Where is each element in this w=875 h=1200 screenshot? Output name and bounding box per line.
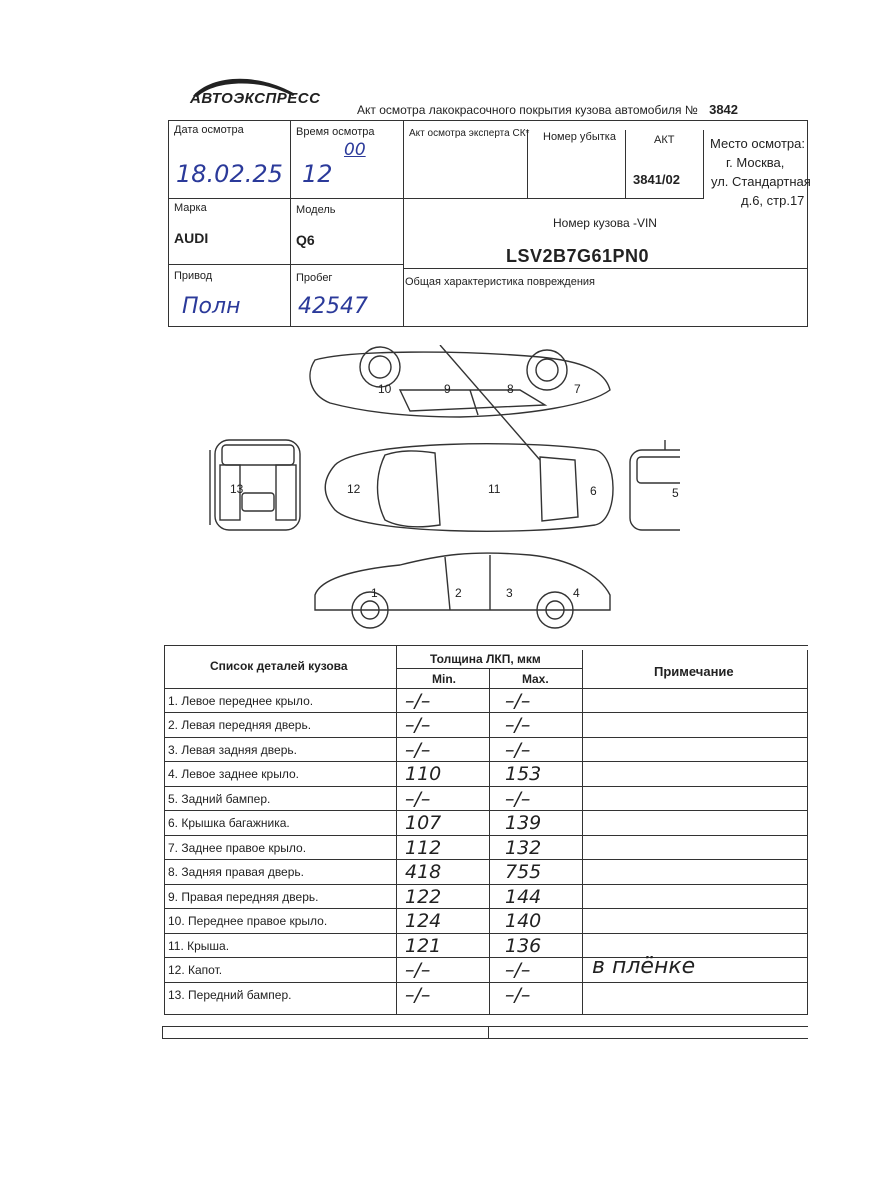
table-row-max: –/– bbox=[505, 739, 531, 761]
table-row-max: 132 bbox=[505, 837, 542, 859]
table-row-part: 2. Левая передняя дверь. bbox=[168, 718, 312, 732]
table-row-max: –/– bbox=[505, 984, 531, 1006]
table-row-max: 144 bbox=[505, 886, 542, 908]
diagram-label-9: 9 bbox=[444, 382, 451, 396]
table-row-min: –/– bbox=[405, 714, 431, 736]
car-left-side-view bbox=[315, 553, 610, 628]
table-row-min: –/– bbox=[405, 788, 431, 810]
act-label: АКТ bbox=[654, 134, 675, 146]
logo-text: АВТОЭКСПРЕСС bbox=[190, 90, 321, 107]
table-row-part: 10. Переднее правое крыло. bbox=[168, 914, 328, 928]
table-row-min: 107 bbox=[405, 812, 442, 834]
table-row-max: 139 bbox=[505, 812, 542, 834]
drive-value: Полн bbox=[182, 294, 241, 319]
diagram-label-2: 2 bbox=[455, 586, 462, 600]
col-thickness-header: Толщина ЛКП, мкм bbox=[430, 652, 541, 666]
date-value: 18.02.25 bbox=[176, 160, 283, 188]
table-row-part: 7. Заднее правое крыло. bbox=[168, 841, 307, 855]
table-row-part: 9. Правая передняя дверь. bbox=[168, 890, 319, 904]
table-row-part: 8. Задняя правая дверь. bbox=[168, 865, 304, 879]
mileage-label: Пробег bbox=[296, 272, 333, 284]
document-title bbox=[357, 102, 738, 117]
model-value: Q6 bbox=[296, 232, 315, 248]
diagram-label-4: 4 bbox=[573, 586, 580, 600]
number-sign: № bbox=[684, 103, 698, 117]
brand-label: Марка bbox=[174, 202, 207, 214]
diagram-label-5: 5 bbox=[672, 486, 679, 500]
col-min-header: Min. bbox=[432, 672, 456, 686]
table-row-part: 3. Левая задняя дверь. bbox=[168, 743, 297, 757]
diagram-label-6: 6 bbox=[590, 484, 597, 498]
table-row-part: 4. Левое заднее крыло. bbox=[168, 767, 299, 781]
time-value: 12 bbox=[302, 160, 333, 188]
diagram-label-10: 10 bbox=[378, 382, 392, 396]
car-right-side-view bbox=[310, 347, 610, 417]
diagram-label-12: 12 bbox=[347, 482, 361, 496]
table-row-max: –/– bbox=[505, 788, 531, 810]
car-rear-view bbox=[630, 440, 680, 530]
time-minutes: 00 bbox=[344, 140, 366, 160]
car-body-diagram bbox=[200, 345, 680, 635]
diagram-label-11: 11 bbox=[488, 482, 501, 496]
table-row-part: 1. Левое переднее крыло. bbox=[168, 694, 314, 708]
table-row-part: 6. Крышка багажника. bbox=[168, 816, 290, 830]
place-label: Место осмотра: bbox=[710, 136, 805, 151]
act-value: 3841/02 bbox=[633, 172, 680, 187]
table-row-max: 140 bbox=[505, 910, 542, 932]
table-row-max: 755 bbox=[505, 861, 542, 883]
diagram-label-13: 13 bbox=[230, 482, 244, 496]
place-building: д.6, стр.17 bbox=[741, 193, 805, 208]
place-street: ул. Стандартная bbox=[711, 174, 811, 189]
car-top-view bbox=[325, 345, 613, 531]
col-note-header: Примечание bbox=[654, 664, 734, 679]
table-row-min: 112 bbox=[405, 837, 442, 859]
table-row-part: 13. Передний бампер. bbox=[168, 988, 292, 1002]
table-row-max: 136 bbox=[505, 935, 542, 957]
table-row-min: –/– bbox=[405, 739, 431, 761]
col-max-header: Max. bbox=[522, 672, 549, 686]
table-row-max: 153 bbox=[505, 763, 542, 785]
table-row-part: 11. Крыша. bbox=[168, 939, 230, 953]
table-row-max: –/– bbox=[505, 690, 531, 712]
table-row-min: –/– bbox=[405, 984, 431, 1006]
date-label: Дата осмотра bbox=[174, 124, 244, 136]
document-number: 3842 bbox=[709, 102, 739, 117]
mileage-value: 42547 bbox=[298, 294, 368, 319]
table-row-part: 5. Задний бампер. bbox=[168, 792, 271, 806]
damage-label: Общая характеристика повреждения bbox=[405, 276, 596, 288]
table-row-max: –/– bbox=[505, 959, 531, 981]
col-parts-header: Список деталей кузова bbox=[210, 659, 348, 673]
vin-label: Номер кузова -VIN bbox=[553, 216, 657, 230]
expert-act-label: Акт осмотра эксперта СК* bbox=[409, 128, 530, 139]
table-row-min: 122 bbox=[405, 886, 442, 908]
diagram-label-7: 7 bbox=[574, 382, 581, 396]
diagram-label-8: 8 bbox=[507, 382, 514, 396]
car-front-view bbox=[210, 440, 300, 530]
table-row-min: 124 bbox=[405, 910, 442, 932]
diagram-label-3: 3 bbox=[506, 586, 513, 600]
diagram-label-1: 1 bbox=[371, 586, 378, 600]
brand-value: AUDI bbox=[174, 230, 209, 246]
table-row-min: 110 bbox=[405, 763, 442, 785]
place-city: г. Москва, bbox=[726, 155, 785, 170]
vin-value: LSV2B7G61PN0 bbox=[506, 246, 650, 266]
table-row-min: 121 bbox=[405, 935, 442, 957]
table-row-note: в плёнке bbox=[592, 954, 696, 979]
table-row-part: 12. Капот. bbox=[168, 963, 223, 977]
table-row-min: –/– bbox=[405, 690, 431, 712]
loss-number-label: Номер убытка bbox=[543, 131, 616, 143]
model-label: Модель bbox=[296, 204, 336, 216]
drive-label: Привод bbox=[174, 270, 213, 282]
table-row-min: 418 bbox=[405, 861, 442, 883]
table-row-min: –/– bbox=[405, 959, 431, 981]
table-row-max: –/– bbox=[505, 714, 531, 736]
document-title-text: Акт осмотра лакокрасочного покрытия кузова автомобиля bbox=[357, 103, 682, 117]
time-label: Время осмотра bbox=[296, 126, 375, 138]
